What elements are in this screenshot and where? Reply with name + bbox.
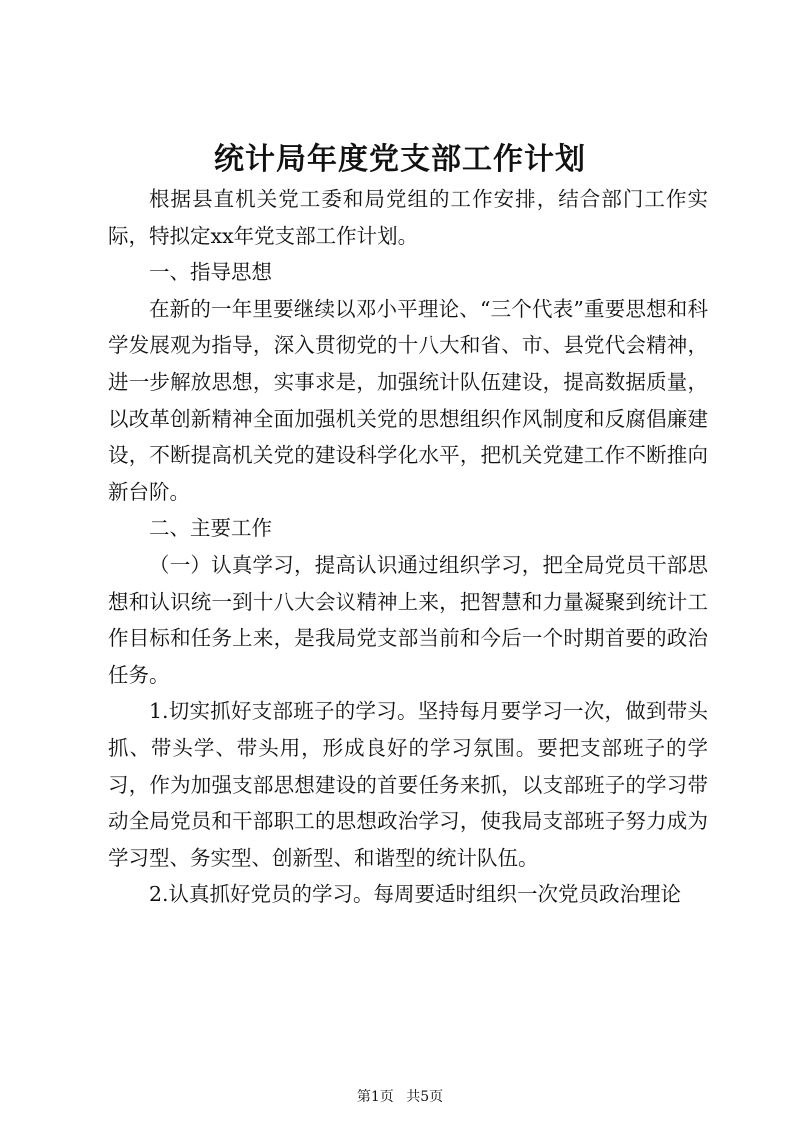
- document-title: 统计局年度党支部工作计划: [214, 142, 586, 177]
- paragraph-intro: 根据县直机关党工委和局党组的工作安排，结合部门工作实际，特拟定xx年党支部工作计划。: [108, 187, 708, 248]
- page-number: 第1页: [356, 1089, 394, 1105]
- page-footer: [0, 1087, 800, 1107]
- paragraph-item-1: 1.切实抓好支部班子的学习。坚持每月要学习一次，做到带头抓、带头学、带头用，形成良好的学习氛围。要把支部班子的学习，作为加强支部思想建设的首要任务来抓，以支部班子的学习带动全局党员和干部职工的思想政治学习，使我局支部班子努力成为学习型、务实型、创新型、和谐型的统计队伍。: [108, 699, 708, 870]
- paragraph-study: （一）认真学习，提高认识通过组织学习，把全局党员干部思想和认识统一到十八大会议精神上来，把智慧和力量凝聚到统计工作目标和任务上来，是我局党支部当前和今后一个时期首要的政治任务。: [108, 552, 708, 687]
- paragraph-guiding-thought: 在新的一年里要继续以邓小平理论、“三个代表”重要思想和科学发展观为指导，深入贯彻党的十八大和省、市、县党代会精神，进一步解放思想，实事求是，加强统计队伍建设，提高数据质量，以改革创新精神全面加强机关党的思想组织作风制度和反腐倡廉建设，不断提高机关党的建设科学化水平，把机关党建工作不断推向新台阶。: [108, 296, 708, 504]
- section-heading-main-work: 二、主要工作: [149, 516, 272, 541]
- paragraph-item-2: 2.认真抓好党员的学习。每周要适时组织一次党员政治理论: [149, 882, 682, 907]
- page-total: 共5页: [406, 1089, 444, 1105]
- section-heading-guiding-thought: 一、指导思想: [149, 260, 272, 285]
- document-body: [108, 181, 708, 913]
